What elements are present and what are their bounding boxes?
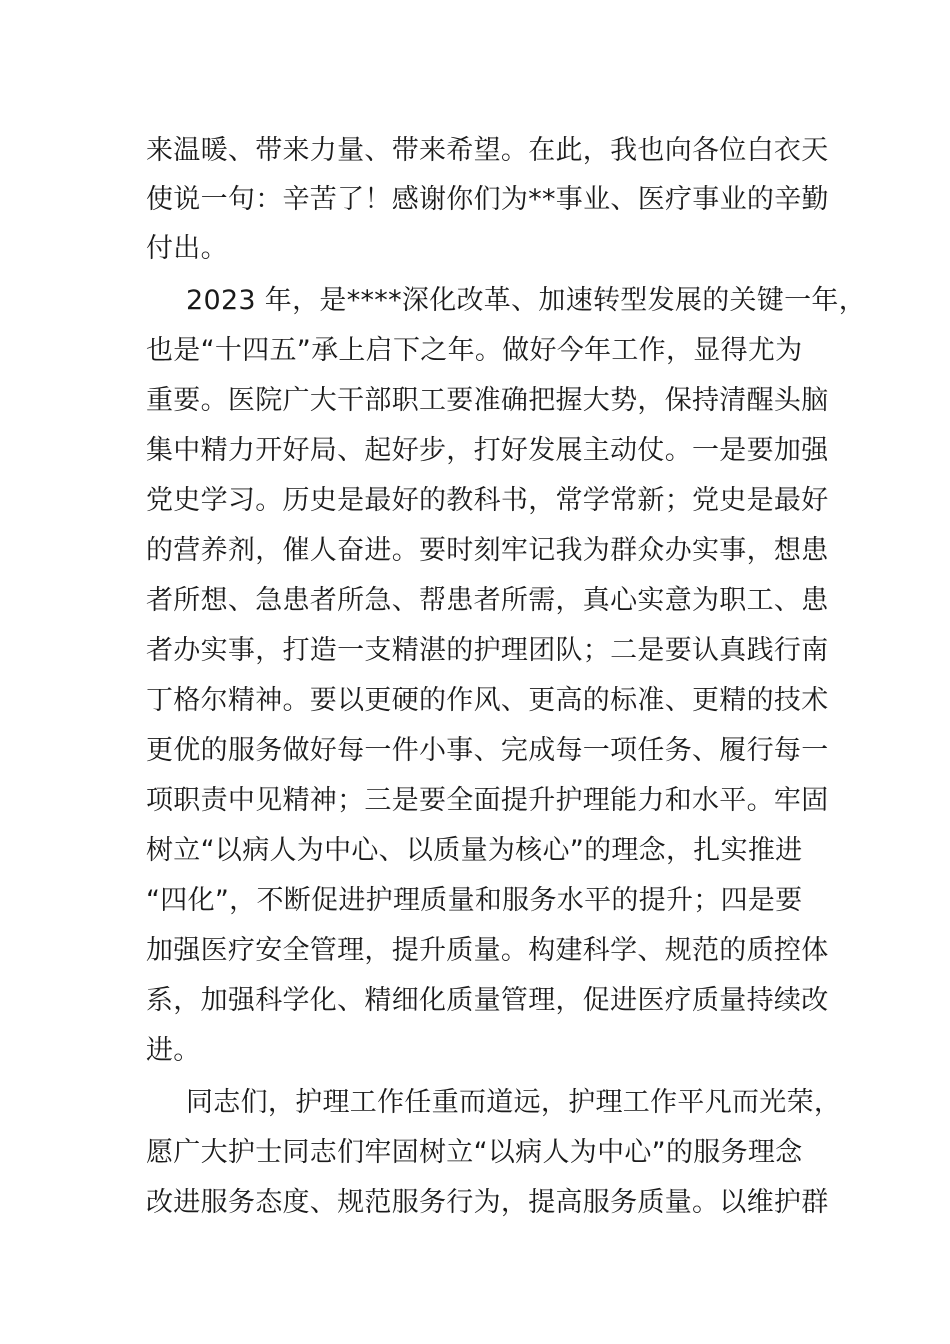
text-line: 集中精力开好局、起好步，打好发展主动仗。一是要加强 (146, 435, 829, 466)
text-line: 愿广大护士同志们牢固树立“以病人为中心”的服务理念 (146, 1137, 803, 1168)
text-line: 2023 年，是****深化改革、加速转型发展的关键一年， (186, 285, 866, 316)
text-line: 改进服务态度、规范服务行为，提高服务质量。以维护群 (146, 1187, 829, 1218)
text-line: 进。 (146, 1035, 201, 1066)
text-line: 来温暖、带来力量、带来希望。在此，我也向各位白衣天 (146, 135, 829, 166)
text-line: 树立“以病人为中心、以质量为核心”的理念，扎实推进 (146, 835, 803, 866)
text-line: 者所想、急患者所急、帮患者所需，真心实意为职工、患 (146, 585, 829, 616)
text-line: 系，加强科学化、精细化质量管理，促进医疗质量持续改 (146, 985, 829, 1016)
text-line: 党史学习。历史是最好的教科书，常学常新；党史是最好 (146, 485, 829, 516)
text-line: 同志们，护理工作任重而道远，护理工作平凡而光荣， (186, 1087, 842, 1118)
text-line: 项职责中见精神；三是要全面提升护理能力和水平。牢固 (146, 785, 829, 816)
text-line: 的营养剂，催人奋进。要时刻牢记我为群众办实事，想患 (146, 535, 829, 566)
text-line: 使说一句：辛苦了！感谢你们为**事业、医疗事业的辛勤 (146, 184, 829, 215)
text-line: 加强医疗安全管理，提升质量。构建科学、规范的质控体 (146, 935, 829, 966)
text-line: 丁格尔精神。要以更硬的作风、更高的标准、更精的技术 (146, 685, 829, 716)
text-line: “四化”，不断促进护理质量和服务水平的提升；四是要 (146, 885, 803, 916)
text-line: 者办实事，打造一支精湛的护理团队；二是要认真践行南 (146, 635, 829, 666)
text-line: 也是“十四五”承上启下之年。做好今年工作，显得尤为 (146, 335, 803, 366)
text-line: 付出。 (146, 233, 228, 264)
text-line: 重要。医院广大干部职工要准确把握大势，保持清醒头脑 (146, 385, 829, 416)
text-line: 更优的服务做好每一件小事、完成每一项任务、履行每一 (146, 735, 829, 766)
